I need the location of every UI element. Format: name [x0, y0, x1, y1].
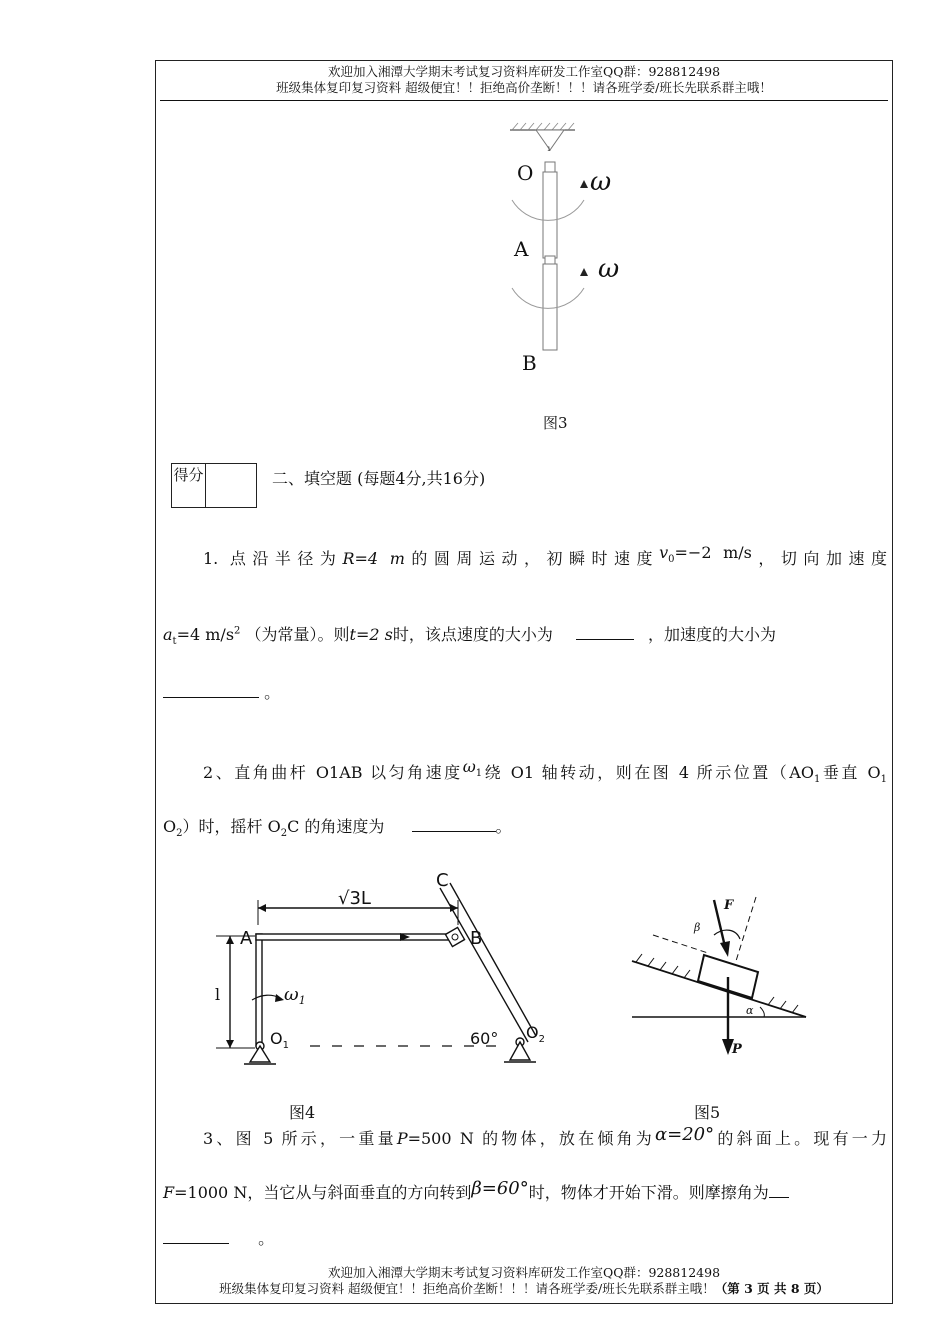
page-header: [158, 64, 890, 96]
q2-line-1: [163, 757, 887, 786]
header-line-2: 班级集体复印复习资料 超级便宜！！拒绝高价垄断！！！请各班学委/班长先联系群主哦！: [276, 80, 772, 95]
q1-acceleration-blank[interactable]: [163, 683, 259, 698]
fig4-height-label: l: [215, 985, 221, 1004]
q3-mid: =500 N 的物体，放在倾角为: [407, 1129, 655, 1148]
figure-4-diagram: [200, 870, 560, 1080]
fig4-label-O1: $O_1$: [270, 1029, 289, 1051]
q1-line-2: [163, 622, 887, 647]
q3-line2-b: 时，物体才开始下滑。则摩擦角为: [528, 1183, 769, 1202]
q2-omega: ω: [462, 757, 476, 776]
fig4-label-A: A: [240, 928, 253, 949]
q2-end: 。: [495, 817, 512, 836]
q1-line-1: [163, 543, 887, 571]
q1-a-value: =4 m/s: [176, 625, 235, 644]
q2-omega-subscript: 1: [475, 768, 483, 780]
q3-answer-blank-part1[interactable]: [769, 1183, 789, 1198]
q1-a-symbol: a: [163, 625, 173, 644]
pin-number: 1: [547, 146, 551, 153]
omega-label-upper: ω: [590, 167, 612, 197]
q1-lead: 1. 点沿半径为: [203, 549, 343, 568]
q3-beta: β=60°: [471, 1178, 529, 1199]
q2-sub-4: 2: [280, 828, 288, 840]
omega-label-lower: ω: [598, 254, 620, 284]
q1-line2-end: ，加速度的大小为: [647, 625, 776, 644]
page-number: （第 3 页 共 8 页）: [714, 1281, 829, 1296]
q1-line2-mid: （为常量）。则: [245, 625, 350, 644]
q3-line2-a: =1000 N，当它从与斜面垂直的方向转到: [174, 1183, 472, 1202]
q1-time: t=2 s: [349, 625, 393, 644]
label-B: B: [522, 351, 537, 375]
footer-line-2-text: 班级集体复印复习资料 超级便宜！！拒绝高价垄断！！！请各班学委/班长先联系群主哦！: [219, 1281, 715, 1296]
fig5-label-alpha: α: [746, 1004, 754, 1017]
header-line-1: 欢迎加入湘潭大学期末考试复习资料库研发工作室QQ群：928812498: [327, 64, 721, 79]
q3-lead: 3、图 5 所示，一重量: [203, 1129, 397, 1148]
score-label: 得分: [172, 464, 206, 507]
q1-line-3: [163, 680, 887, 703]
fig5-label-F: F: [724, 898, 734, 913]
q2-lead: 2、直角曲杆 O1AB 以匀角速度: [203, 763, 463, 782]
fig5-label-P: P: [732, 1042, 742, 1057]
label-A: A: [514, 237, 529, 261]
q3-line-1: [163, 1126, 887, 1149]
fig5-label-beta: β: [694, 921, 701, 934]
q1-mid: 的圆周运动，初瞬时速度: [404, 549, 660, 568]
q1-speed-blank[interactable]: [576, 625, 634, 640]
fig4-omega-label: $\omega_1$: [284, 984, 306, 1007]
q1-line2-rest: 时，该点速度的大小为: [392, 625, 553, 644]
q2-line2-c: C 的角速度为: [287, 817, 385, 836]
q3-answer-blank-part2[interactable]: [163, 1229, 229, 1244]
q3-line-3: [163, 1226, 887, 1249]
q3-end: 。: [258, 1229, 275, 1248]
q3-force-symbol: F: [163, 1183, 175, 1202]
figure-3-caption: 图3: [543, 414, 568, 432]
figure-5-diagram: [628, 895, 808, 1065]
figure-5-caption: 图5: [694, 1103, 721, 1122]
q3-alpha: α=20°: [654, 1124, 715, 1145]
q2-line2-a: O: [163, 817, 177, 836]
q1-end: 。: [264, 683, 281, 702]
q3-tail: 的斜面上。现有一力: [714, 1129, 887, 1148]
q2-line2-b: ）时，摇杆 O: [182, 817, 281, 836]
figure-4-caption: 图4: [289, 1103, 316, 1122]
q1-v-subscript: 0: [668, 554, 675, 566]
q3-weight-symbol: P: [396, 1129, 408, 1148]
q2-sub-2: 1: [880, 774, 887, 786]
footer-line-1: 欢迎加入湘潭大学期末考试复习资料库研发工作室QQ群：928812498: [327, 1265, 721, 1280]
page-footer: [158, 1265, 890, 1297]
score-value-cell[interactable]: [206, 464, 256, 507]
score-box: [171, 463, 257, 508]
q2-sub-3: 2: [176, 828, 183, 840]
q1-v-symbol: v: [659, 543, 669, 562]
fig4-label-B: B: [470, 928, 483, 949]
header-divider: [160, 100, 888, 101]
q2-mid2: 垂直 O: [820, 763, 881, 782]
q2-line-2: [163, 814, 887, 839]
q1-v-value: =−2 m/s: [674, 543, 752, 562]
fig4-angle-label: 60°: [470, 1029, 499, 1048]
footer-line-2: [158, 1281, 890, 1297]
q1-a-exponent: 2: [234, 625, 241, 637]
label-O: O: [517, 161, 534, 185]
q3-line-2: [163, 1180, 887, 1203]
figure-3-diagram: [500, 120, 640, 380]
q1-tail: ，切向加速度: [751, 549, 887, 568]
q2-sub-1: 1: [813, 774, 821, 786]
q1-radius: R=4 m: [342, 549, 405, 568]
fig4-label-C: C: [436, 870, 449, 891]
q2-answer-blank[interactable]: [412, 817, 496, 832]
fig4-label-O2: $O_2$: [526, 1023, 545, 1045]
fig4-length-label: √3L: [338, 888, 371, 909]
q1-a-subscript: t: [172, 636, 177, 648]
q2-mid: 绕 O1 轴转动，则在图 4 所示位置（AO: [482, 763, 814, 782]
section-title: 二、填空题 (每题4分,共16分): [272, 469, 486, 488]
